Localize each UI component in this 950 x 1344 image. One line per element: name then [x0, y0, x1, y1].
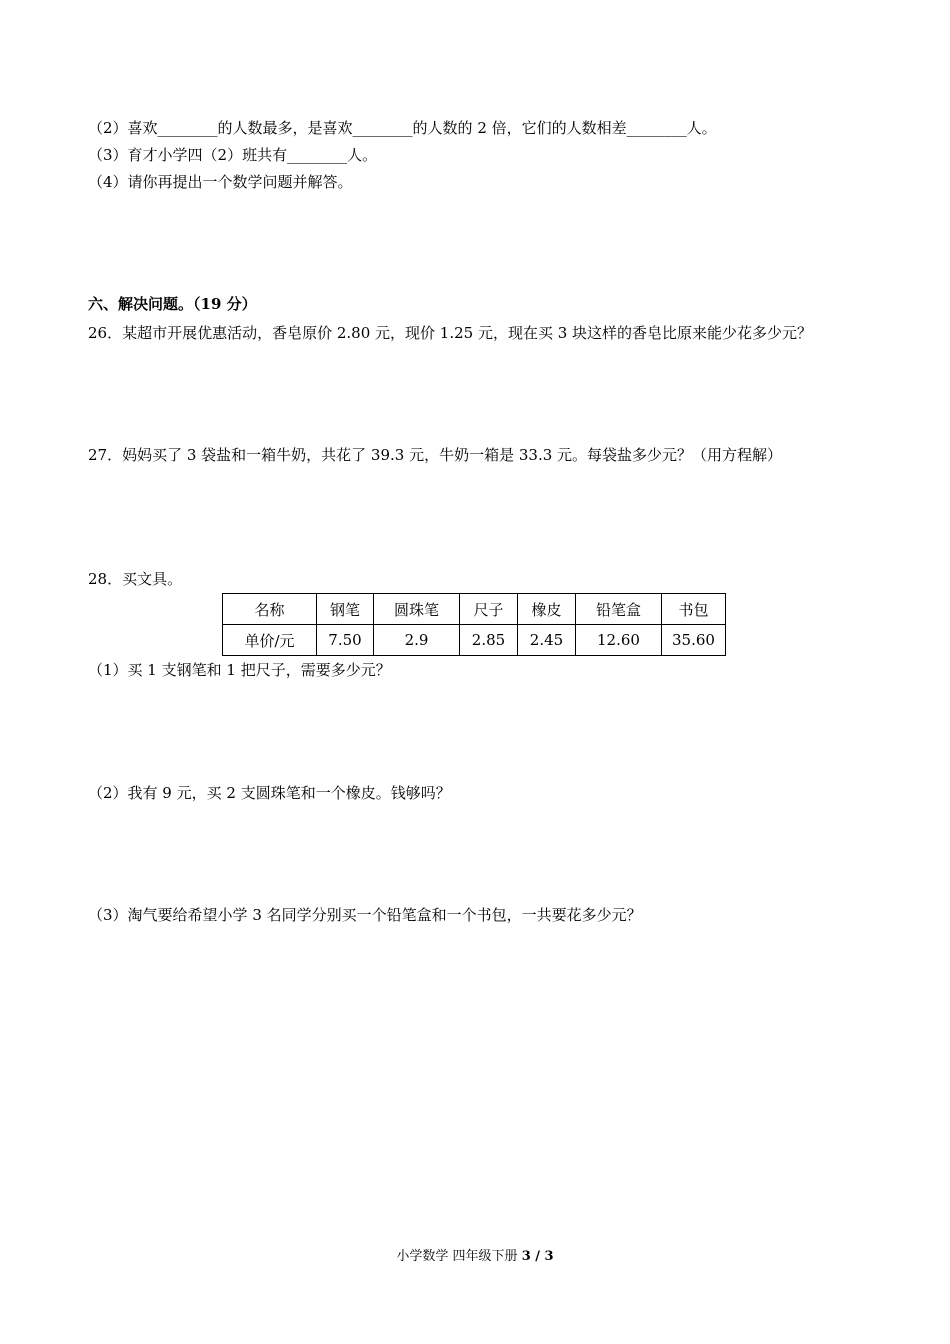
question-27: 27．妈妈买了 3 袋盐和一箱牛奶，共花了 39.3 元，牛奶一箱是 33.3 元。每袋盐多少元？（用方程解） — [88, 446, 783, 464]
column-header: 钢笔 — [317, 594, 374, 625]
question-25-part-3: （3）育才小学四（2）班共有________人。 — [88, 146, 378, 164]
table-header-row — [223, 594, 726, 625]
question-25-part-4: （4）请你再提出一个数学问题并解答。 — [88, 173, 353, 191]
question-28-part-1: （1）买 1 支钢笔和 1 把尺子，需要多少元？ — [88, 661, 391, 679]
price-cell: 12.60 — [576, 625, 662, 656]
row-header-price: 单价/元 — [223, 625, 317, 656]
question-28-part-2: （2）我有 9 元，买 2 支圆珠笔和一个橡皮。钱够吗？ — [88, 784, 451, 802]
column-header: 圆珠笔 — [374, 594, 460, 625]
question-28-part-3: （3）淘气要给希望小学 3 名同学分别买一个铅笔盒和一个书包，一共要花多少元？ — [88, 906, 642, 924]
price-table — [222, 593, 726, 656]
price-cell: 2.85 — [460, 625, 518, 656]
question-26: 26．某超市开展优惠活动，香皂原价 2.80 元，现价 1.25 元，现在买 3 块这样的香皂比原来能少花多少元？ — [88, 324, 813, 342]
section-6-title: 六、解决问题。（19 分） — [88, 295, 257, 313]
question-28-title: 28．买文具。 — [88, 570, 183, 588]
page-number: 3 / 3 — [521, 1249, 554, 1264]
price-cell: 2.45 — [518, 625, 576, 656]
question-25-part-2: （2）喜欢________的人数最多，是喜欢________的人数的 2 倍，它们的人数相差________人。 — [88, 119, 717, 137]
column-header: 橡皮 — [518, 594, 576, 625]
row-header-name: 名称 — [223, 594, 317, 625]
column-header: 尺子 — [460, 594, 518, 625]
column-header: 铅笔盒 — [576, 594, 662, 625]
page-footer — [0, 1248, 950, 1266]
price-cell: 35.60 — [662, 625, 726, 656]
price-cell: 2.9 — [374, 625, 460, 656]
column-header: 书包 — [662, 594, 726, 625]
price-cell: 7.50 — [317, 625, 374, 656]
table-price-row — [223, 625, 726, 656]
footer-label: 小学数学 四年级下册 — [396, 1249, 518, 1264]
